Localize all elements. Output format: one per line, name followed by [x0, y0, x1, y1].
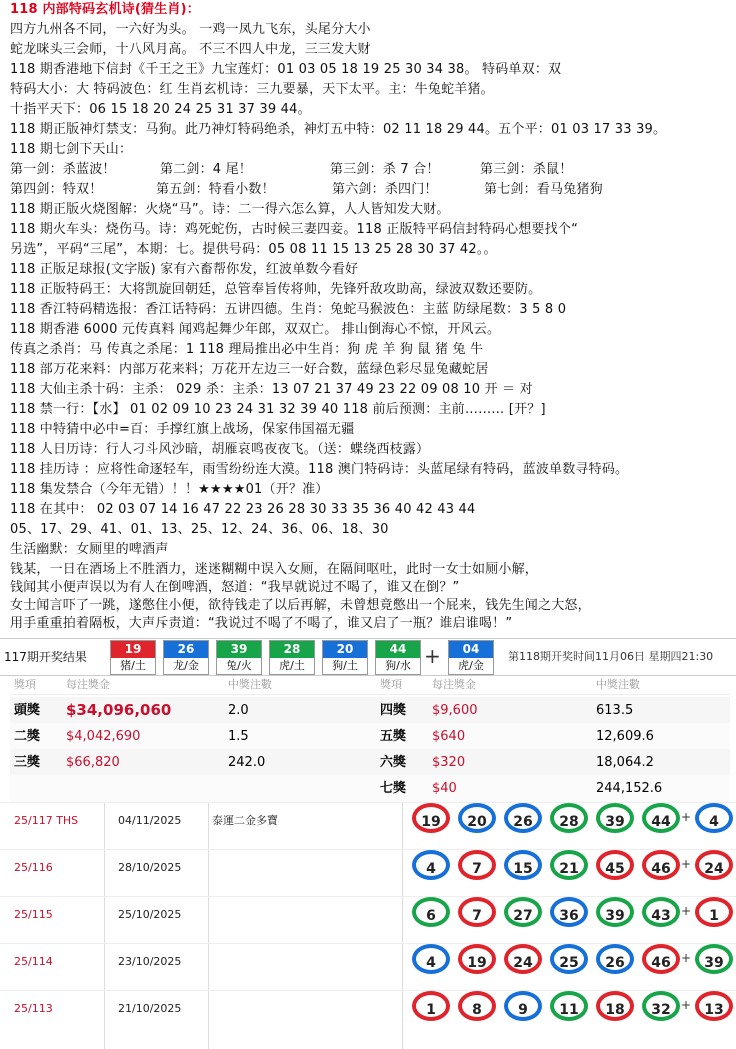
text-line: 生活幽默：女厕里的啤酒声: [10, 542, 169, 557]
header-cell: 獎項: [380, 678, 402, 691]
prize-name: 三獎: [14, 755, 41, 770]
draw-ball: 6: [412, 897, 450, 927]
draw-ball: 46: [642, 850, 680, 880]
draw-ball: 46: [642, 944, 680, 974]
result-ball: [163, 640, 209, 675]
header-cell: 中獎注數: [596, 678, 640, 691]
ball-number: 26: [164, 641, 208, 658]
draw-id: 25/116: [14, 850, 105, 908]
ball-number: 39: [217, 641, 261, 658]
prize-row: [10, 723, 730, 750]
prize-table: [0, 676, 736, 800]
special-ball: [448, 640, 494, 675]
sword-item: 第二剑：4 尾！: [160, 162, 253, 177]
text-line: 118 期香港地下信封《千王之王》九宝莲灯：01 03 05 18 19 25 30 34 38。 特码单双：双: [10, 62, 562, 77]
plus-sign: +: [681, 810, 692, 824]
draw-ball: 8: [458, 991, 496, 1021]
text-line: 十指平天下：06 15 18 20 24 25 31 37 39 44。: [10, 102, 311, 117]
draw-special-ball: 4: [695, 803, 733, 833]
sword-item: 第七剑：看马兔猪狗: [484, 182, 603, 197]
prize-name: 頭獎: [14, 703, 41, 718]
draw-id: 25/117 THS: [14, 803, 105, 861]
draw-id: 25/113: [14, 991, 105, 1049]
sword-item: 第三剑：杀 7 合！: [330, 162, 440, 177]
sword-item: 第四剑：特双！: [10, 182, 103, 197]
winner-count: 12,609.6: [596, 729, 654, 744]
draw-ball: 26: [596, 944, 634, 974]
draw-ball: 18: [596, 991, 634, 1021]
prize-amount: $640: [432, 729, 466, 744]
draw-ball: 36: [550, 897, 588, 927]
draw-ball: 11: [550, 991, 588, 1021]
draw-ball: 19: [458, 944, 496, 974]
result-ball: [322, 640, 368, 675]
sword-row: [10, 160, 572, 180]
draw-ball: 32: [642, 991, 680, 1021]
text-line: 特码大小：大 特码波色：红 生肖玄机诗：三九要暴，天下太平。主：牛兔蛇羊猪。: [10, 82, 494, 97]
prize-row: [10, 697, 730, 724]
prize-amount: $34,096,060: [66, 701, 172, 719]
plus-sign: +: [681, 998, 692, 1012]
draw-special-ball: 13: [695, 991, 733, 1021]
text-line: 118 正版特码王：大将凯旋回朝廷，总管奉旨传将帅，先锋歼敌攻助高，绿波双数还要防。: [10, 282, 542, 297]
prize-amount: $66,820: [66, 755, 120, 770]
sword-item: 第六剑：杀四门！: [332, 182, 438, 197]
text-line: 钱某，一日在酒场上不胜酒力，迷迷糊糊中误入女厕，在隔间呕吐，此时一女士如厕小解，: [10, 562, 539, 577]
draw-ball: 24: [504, 944, 542, 974]
plus-sign: +: [424, 644, 441, 668]
draw-ball: 27: [504, 897, 542, 927]
plus-sign: +: [681, 951, 692, 965]
sword-row: [10, 180, 603, 200]
sword-item: 第三剑：杀鼠！: [480, 162, 573, 177]
text-line: 118 中特猜中必中=百：手撑红旗上战场，保家伟国福无疆: [10, 422, 355, 437]
draw-ball: 7: [458, 850, 496, 880]
draw-date: 25/10/2025: [118, 897, 209, 955]
winner-count: 613.5: [596, 703, 634, 718]
ball-number: 20: [323, 641, 367, 658]
text-line: 传真之杀肖：马 传真之杀尾：1 118 理局推出必中生肖：狗 虎 羊 狗 鼠 猪 兔 牛: [10, 342, 484, 357]
draw-note: 泰運二金多寶: [212, 803, 403, 861]
plus-sign: +: [681, 904, 692, 918]
draw-date: 28/10/2025: [118, 850, 209, 908]
draw-ball: 25: [550, 944, 588, 974]
text-line: 118 正版足球报(文字版) 家有六畜帮你发，红波单数今看好: [10, 262, 359, 277]
winner-count: 244,152.6: [596, 781, 663, 796]
winner-count: 242.0: [228, 755, 266, 770]
draw-ball: 4: [412, 850, 450, 880]
text-line: 118 集发禁合（今年无错）！！★★★★01（开？准）: [10, 482, 329, 497]
prize-name: 四獎: [380, 703, 407, 718]
text-line: 118 禁一行：【水】 01 02 09 10 23 24 31 32 39 40 118 前后预测：主前……… [开？]: [10, 402, 546, 417]
text-line: 女士闻言吓了一跳，遂憋住小便，欲待钱走了以后再解，未曾想竟憋出一个屁来，钱先生闻之大怒，: [10, 598, 591, 613]
draw-ball: 28: [550, 803, 588, 833]
header-cell: 每注獎金: [432, 678, 476, 691]
prize-name: 二獎: [14, 729, 41, 744]
text-line: 118 在其中： 02 03 07 14 16 47 22 23 26 28 30 33 35 36 40 42 43 44: [10, 502, 476, 517]
draw-ball: 44: [642, 803, 680, 833]
text-line: 118 内部特码玄机诗(猜生肖)：: [10, 2, 200, 17]
winner-count: 2.0: [228, 703, 249, 718]
prize-row: [10, 749, 730, 776]
result-label: 117期开奖结果: [4, 650, 87, 664]
draw-ball: 19: [412, 803, 450, 833]
ball-zodiac: 龙/金: [173, 659, 199, 672]
text-line: 118 香江特码精选报：香江话特码：五讲四德。生肖：兔蛇马猴波色：主蓝 防绿尾数：3 5 8 0: [10, 302, 567, 317]
text-line: 118 期火车头：烧伤马。诗：鸡死蛇伤，古时候三妻四妾。118 正版特平码信封特码心想要找个“: [10, 222, 579, 237]
text-line: 118 大仙主杀十码：主杀： 029 杀：主杀：13 07 21 37 49 23 22 09 08 10 开 ＝ 对: [10, 382, 533, 397]
draw-history: [0, 802, 736, 1035]
text-line: 四方九州各不同，一六好为头。 一鸡一凤九飞东，头尾分大小: [10, 22, 371, 37]
ball-number: 04: [449, 641, 493, 658]
ball-zodiac: 虎/土: [279, 659, 305, 672]
result-ball: [375, 640, 421, 675]
draw-ball: 21: [550, 850, 588, 880]
draw-ball: 26: [504, 803, 542, 833]
ball-number: 19: [111, 641, 155, 658]
draw-result-bar: [0, 638, 736, 676]
prize-name: 五獎: [380, 729, 407, 744]
ball-zodiac: 兔/火: [226, 659, 252, 672]
text-line: 用手重重拍着隔板，大声斥责道：“我说过不喝了不喝了，谁又启了一瓶？谁启谁喝！”: [10, 616, 513, 631]
draw-date: 23/10/2025: [118, 944, 209, 1002]
sword-item: 第一剑：杀蓝波！: [10, 162, 116, 177]
prize-amount: $40: [432, 781, 457, 796]
draw-ball: 9: [504, 991, 542, 1021]
draw-ball: 4: [412, 944, 450, 974]
text-line: 钱闻其小便声误以为有人在倒啤酒，怒道：“我早就说过不喝了，谁又在倒？”: [10, 580, 460, 595]
draw-row: [0, 990, 736, 1049]
text-line: 另选”，平码“三尾”，本期：七。提供号码：05 08 11 15 13 25 28 30 37 42。。: [10, 242, 497, 257]
prize-amount: $320: [432, 755, 466, 770]
prize-amount: [66, 775, 226, 802]
draw-id: 25/115: [14, 897, 105, 955]
text-line: 118 挂历诗 ：应将性命逐轻车，雨雪纷纷连大漠。118 澳门特码诗：头蓝尾绿有特码，蓝波单数寻特码。: [10, 462, 629, 477]
header-cell: 獎項: [14, 678, 36, 691]
ball-zodiac: 狗/土: [332, 659, 358, 672]
text-line: 118 期正版火烧图解：火烧“马”。诗：二一得六怎么算，人人皆知发大财。: [10, 202, 450, 217]
winner-count: 1.5: [228, 729, 249, 744]
next-draw-info: 第118期开奖时间11月06日 星期四21:30: [508, 650, 714, 663]
ball-zodiac: 狗/水: [385, 659, 411, 672]
prize-name: [14, 775, 64, 802]
text-line: 118 期七剑下天山：: [10, 142, 133, 157]
draw-date: 21/10/2025: [118, 991, 209, 1049]
ball-number: 28: [270, 641, 314, 658]
text-line: 05、17、29、41、01、13、25、12、24、36、06、18、30: [10, 522, 389, 537]
text-line: 118 期香港 6000 元传真料 闻鸡起舞少年郎，双双亡。 排山倒海心不惊，开风云。: [10, 322, 501, 337]
text-line: 118 期正版神灯禁支：马狗。此乃神灯特码绝杀，神灯五中特：02 11 18 29 44。五个平：01 03 17 33 39。: [10, 122, 667, 137]
prize-row: [10, 775, 730, 802]
draw-date: 04/11/2025: [118, 803, 209, 861]
prize-name: 七獎: [380, 781, 407, 796]
text-line: 118 人日历诗：行人刁斗风沙暗，胡雁哀鸣夜夜飞。（送：蝶绕西枝露）: [10, 442, 430, 457]
header-cell: 每注獎金: [66, 678, 110, 691]
ball-number: 44: [376, 641, 420, 658]
draw-special-ball: 24: [695, 850, 733, 880]
text-line: 118 部万花来料：内部万花来料；万花开左边三一好合数，蓝绿色彩尽显兔藏蛇居: [10, 362, 489, 377]
draw-ball: 20: [458, 803, 496, 833]
draw-id: 25/114: [14, 944, 105, 1002]
winner-count: 18,064.2: [596, 755, 654, 770]
result-ball: [216, 640, 262, 675]
prize-amount: $9,600: [432, 703, 478, 718]
sword-item: 第五剑：特看小数！: [156, 182, 275, 197]
draw-special-ball: 1: [695, 897, 733, 927]
header-cell: 中獎注數: [228, 678, 272, 691]
draw-ball: 45: [596, 850, 634, 880]
text-line: 蛇龙咪头三会师，十八风月高。 不三不四人中龙，三三发大财: [10, 42, 371, 57]
result-ball: [269, 640, 315, 675]
prize-amount: $4,042,690: [66, 729, 141, 744]
draw-note: [212, 991, 403, 1049]
draw-special-ball: 39: [695, 944, 733, 974]
draw-ball: 39: [596, 897, 634, 927]
draw-ball: 7: [458, 897, 496, 927]
draw-ball: 15: [504, 850, 542, 880]
ball-zodiac: 虎/金: [458, 659, 484, 672]
plus-sign: +: [681, 857, 692, 871]
result-ball: [110, 640, 156, 675]
winner-count: [228, 775, 378, 802]
draw-ball: 39: [596, 803, 634, 833]
draw-ball: 43: [642, 897, 680, 927]
prize-header: [10, 676, 730, 695]
prize-name: 六獎: [380, 755, 407, 770]
ball-zodiac: 猪/土: [120, 659, 146, 672]
draw-ball: 1: [412, 991, 450, 1021]
